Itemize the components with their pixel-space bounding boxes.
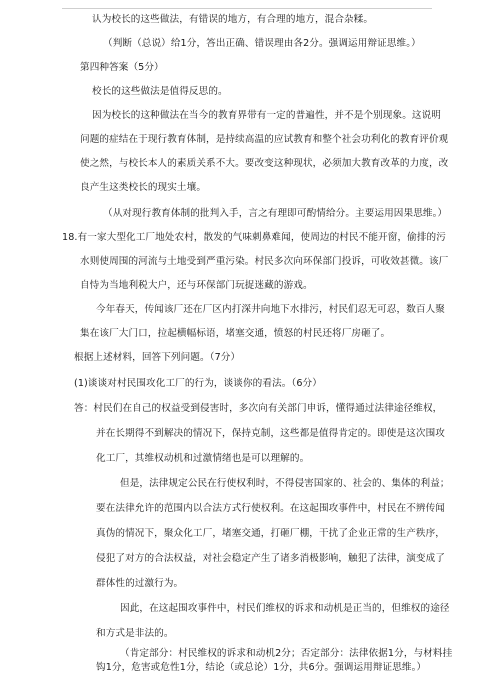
answer-line-2: 并在长期得不到解决的情况下，保持克制，这些都是值得肯定的。即使是这次围攻 <box>96 428 445 439</box>
question-18-line-1: 18.有一家大型化工厂地处农村，散发的气味刺鼻难闻，使周边的村民不能开窗，偷排的污 <box>62 232 446 243</box>
text-line-1: 认为校长的这些做法，有错误的地方，有合理的地方，混合杂糅。 <box>92 14 374 25</box>
sub-question-1: (1)谈谈对村民围攻化工厂的行为，谈谈你的看法。（6分） <box>74 378 322 389</box>
text-line-3: 第四种答案（5分） <box>80 62 164 73</box>
text-line-7: 使之然，与校长本人的素质关系不大。要改变这种现状，必须加大教育改革的力度，改 <box>80 158 449 169</box>
answer-line-9: 因此，在这起围攻事件中，村民们维权的诉求和动机是正当的，但维权的途径 <box>120 603 450 614</box>
answer-line-3: 化工厂，其维权动机和过激情绪也是可以理解的。 <box>96 453 310 464</box>
text-line-15: 根据上述材料，回答下列问题。（7分） <box>74 352 241 363</box>
text-line-13: 今年春天，传闻该厂还在厂区内打深井向地下水排污，村民们忍无可忍，数百人聚 <box>96 304 445 315</box>
answer-line-1: 答：村民们在自己的权益受到侵害时，多次向有关部门申诉，懂得通过法律途径维权， <box>74 403 443 414</box>
text-line-8: 良产生这类校长的现实土壤。 <box>80 182 207 193</box>
answer-line-6: 真伪的情况下，聚众化工厂，堵塞交通，打砸厂棚，干扰了企业正常的生产秩序， <box>96 528 445 539</box>
text-line-4: 校长的这些做法是值得反思的。 <box>92 86 228 97</box>
text-line-2: （判断（总说）给1分，答出正确、错误理由各2分。强调运用辩证思维。） <box>103 38 421 49</box>
grading-note-line-2: 钩1分，危害或危性1分，结论（或总论）1分，共6分。强调运用辩证思维。） <box>96 662 427 673</box>
text-line-6: 问题的症结在于现行教育体制，是持续高温的应试教育和整个社会功利化的教育评价观 <box>80 134 449 145</box>
text-line-11: 水则使周围的河流与土地受到严重污染。村民多次向环保部门投诉，可收效甚微。该厂 <box>80 256 449 267</box>
answer-line-8: 群体性的过激行为。 <box>96 578 184 589</box>
grading-note-line-1: （肯定部分：村民维权的诉求和动机2分；否定部分：法律依据1分，与材料挂 <box>120 648 453 659</box>
text-line-9: （从对现行教育体制的批判入手，言之有理即可酌情给分。主要运用因果思维。） <box>103 208 448 219</box>
answer-line-10: 和方式是非法的。 <box>96 628 174 639</box>
text-line-5: 因为校长的这种做法在当今的教育界带有一定的普遍性，并不是个别现象。这说明 <box>92 110 441 121</box>
answer-line-7: 侵犯了对方的合法权益，对社会稳定产生了诸多消极影响，触犯了法律，演变成了 <box>96 553 445 564</box>
answer-line-4: 但是，法律规定公民在行使权利时，不得侵害国家的、社会的、集体的利益； <box>120 478 450 489</box>
text-line-12: 自恃为当地利税大户，还与环保部门玩捉迷藏的游戏。 <box>80 280 313 291</box>
header-rule <box>62 8 432 9</box>
text-line-14: 集在该厂大门口，拉起横幅标语，堵塞交通，愤怒的村民还将厂房砸了。 <box>80 328 391 339</box>
answer-line-5: 要在法律允许的范围内以合法方式行使权利。在这起围攻事件中，村民在不辨传闻 <box>96 503 445 514</box>
